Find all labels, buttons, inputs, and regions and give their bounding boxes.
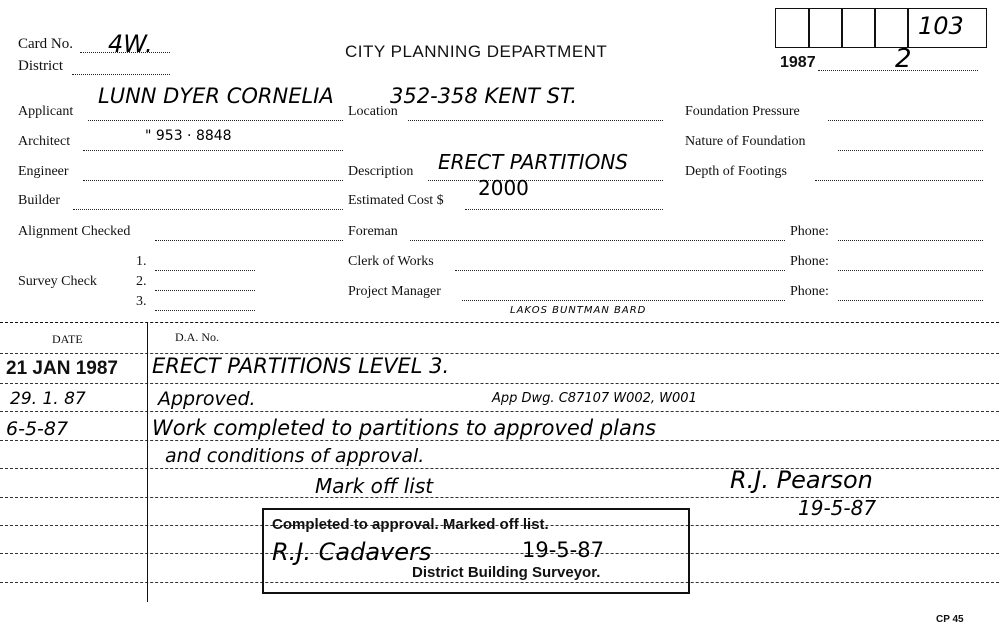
cost-value: 2000 [478, 176, 529, 200]
survey-3-label: 3. [136, 294, 147, 309]
log-rule-1 [0, 383, 999, 384]
survey-label: Survey Check [18, 274, 97, 289]
nature-dots [838, 150, 983, 151]
applicant-value: LUNN DYER CORNELIA [98, 84, 334, 108]
stamp-line-2: District Building Surveyor. [412, 564, 601, 581]
clerk-dots [455, 270, 785, 271]
district-label: District [18, 58, 63, 74]
foreman-label: Foreman [348, 224, 398, 239]
log-column-divider [147, 322, 148, 602]
log-row-3-entry: Work completed to partitions to approved plans [152, 416, 657, 440]
log-row-3-date: 6-5-87 [6, 418, 69, 440]
engineer-label: Engineer [18, 164, 69, 179]
alignment-dots [155, 240, 343, 241]
architect-value: " 953 · 8848 [145, 128, 232, 144]
survey-1-dots [155, 270, 255, 271]
phone-dots-1 [838, 240, 983, 241]
pm-value: LAKOS BUNTMAN BARD [510, 305, 647, 316]
number-box-3 [841, 8, 876, 48]
log-row-4-entry: and conditions of approval. [165, 445, 425, 467]
depth-label: Depth of Footings [685, 164, 787, 179]
number-box-1 [775, 8, 810, 48]
phone-label-3: Phone: [790, 284, 829, 299]
stamp-line-1: Completed to approval. Marked off list. [272, 516, 549, 533]
location-dots [408, 120, 663, 121]
number-box-4 [874, 8, 909, 48]
card-no-value: 4W. [108, 30, 153, 58]
cost-dots [465, 209, 663, 210]
log-row-1-date: 21 JAN 1987 [6, 358, 118, 379]
log-row-5-entry: Mark off list [315, 474, 434, 498]
box-number: 103 [918, 12, 964, 40]
log-row-1-entry: ERECT PARTITIONS LEVEL 3. [152, 354, 450, 378]
engineer-dots [83, 180, 343, 181]
foundation-pressure-label: Foundation Pressure [685, 104, 800, 119]
description-dots [428, 180, 663, 181]
phone-dots-2 [838, 270, 983, 271]
da-column-header: D.A. No. [175, 330, 219, 344]
pm-label: Project Manager [348, 284, 441, 299]
phone-label-2: Phone: [790, 254, 829, 269]
alignment-label: Alignment Checked [18, 224, 131, 239]
stamp-date: 19-5-87 [522, 538, 604, 562]
survey-2-label: 2. [136, 274, 147, 289]
description-value: ERECT PARTITIONS [438, 150, 628, 174]
builder-dots [73, 209, 343, 210]
log-row-2-date: 29. 1. 87 [10, 389, 86, 409]
builder-label: Builder [18, 193, 60, 208]
log-header-rule [0, 353, 999, 354]
depth-dots [815, 180, 983, 181]
date-column-header: DATE [52, 332, 83, 346]
architect-label: Architect [18, 134, 71, 149]
clerk-label: Clerk of Works [348, 254, 434, 269]
architect-dots [83, 150, 343, 151]
description-label: Description [348, 164, 414, 179]
pm-dots [462, 300, 785, 301]
survey-3-dots [155, 310, 255, 311]
year-label: 1987 [780, 54, 816, 71]
survey-2-dots [155, 290, 255, 291]
log-row-6-signature-date: 19-5-87 [798, 496, 877, 520]
nature-label: Nature of Foundation [685, 134, 806, 149]
number-box-2 [808, 8, 843, 48]
phone-dots-3 [838, 300, 983, 301]
form-code: CP 45 [936, 614, 964, 625]
phone-label-1: Phone: [790, 224, 829, 239]
log-row-5-signature: R.J. Pearson [730, 466, 873, 494]
log-row-2-entry: Approved. [158, 388, 256, 410]
stamp-suffix: 2 [895, 44, 912, 74]
log-top-rule [0, 322, 999, 323]
location-label: Location [348, 104, 398, 119]
cost-label: Estimated Cost $ [348, 193, 444, 208]
card-no-label: Card No. [18, 36, 73, 52]
location-value: 352-358 KENT ST. [390, 84, 578, 108]
log-row-2-note: App Dwg. C87107 W002, W001 [492, 391, 697, 406]
log-rule-3 [0, 440, 999, 441]
page-title: CITY PLANNING DEPARTMENT [345, 42, 608, 61]
district-dots [72, 74, 170, 75]
log-rule-2 [0, 411, 999, 412]
stamp-signature: R.J. Cadavers [272, 538, 432, 566]
foreman-dots [410, 240, 785, 241]
applicant-label: Applicant [18, 104, 74, 119]
survey-1-label: 1. [136, 254, 147, 269]
foundation-pressure-dots [828, 120, 983, 121]
applicant-dots [88, 120, 343, 121]
